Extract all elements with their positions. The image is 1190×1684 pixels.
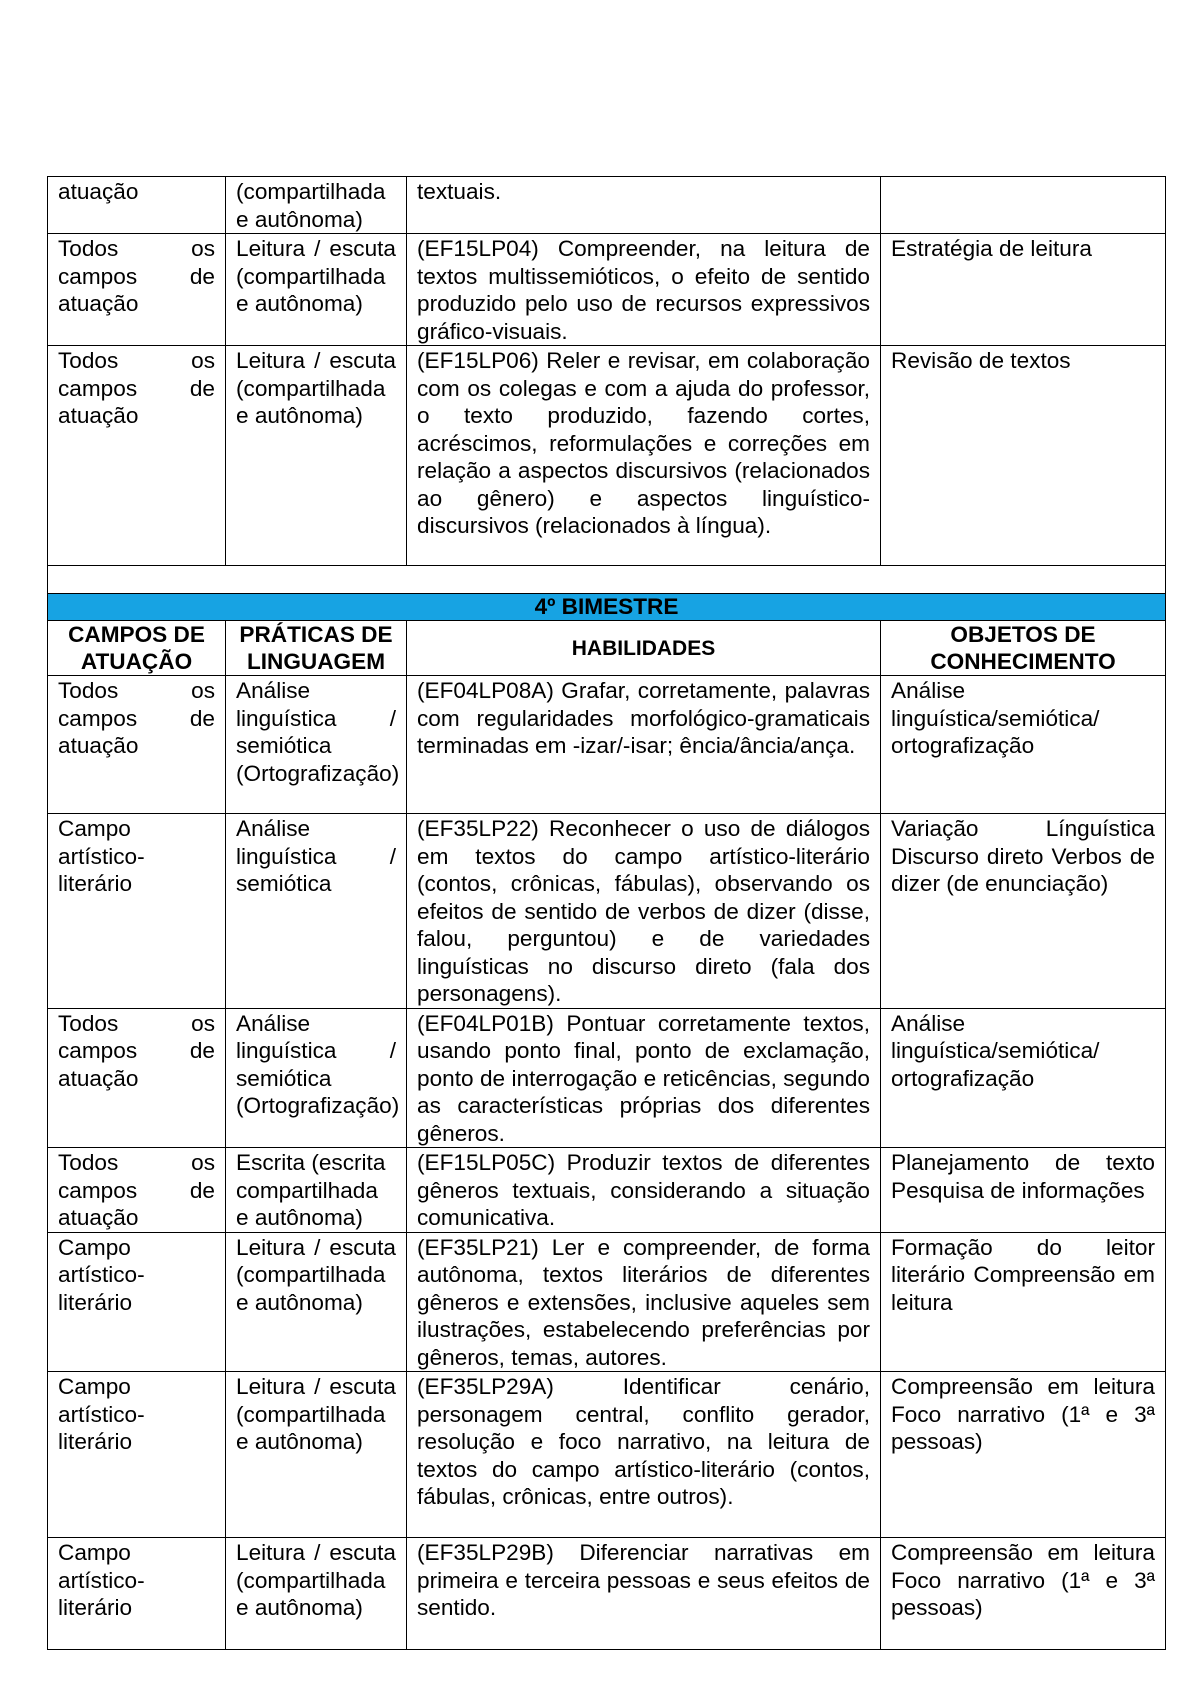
bimestre-row — [48, 594, 1166, 621]
habilidade-cell: (EF35LP29A) Identificar cenário, personagem central, conflito gerador, resolução e foco narrativo, na leitura de textos do campo artístico-literário (contos, fábulas, crônicas, entre outros). — [407, 1372, 881, 1538]
pratica-cell: (compartilhada e autônoma) — [226, 177, 407, 234]
campo-cell: Todos os campos de atuação — [48, 1148, 226, 1233]
objeto-cell: Formação do leitor literário Compreensão em leitura — [881, 1232, 1166, 1372]
header-objetos: OBJETOS DE CONHECIMENTO — [881, 621, 1166, 676]
pratica-cell: Análise linguística / semiótica (Ortografização) — [226, 1008, 407, 1148]
campo-cell: Todos os campos de atuação — [48, 346, 226, 566]
habilidade-cell: (EF04LP01B) Pontuar corretamente textos, usando ponto final, ponto de exclamação, ponto de interrogação e reticências, segundo as características próprias dos diferentes gêneros. — [407, 1008, 881, 1148]
header-campos: CAMPOS DE ATUAÇÃO — [48, 621, 226, 676]
objeto-cell: Revisão de textos — [881, 346, 1166, 566]
campo-cell: Campo artístico-literário — [48, 814, 226, 1009]
habilidade-cell: (EF35LP22) Reconhecer o uso de diálogos em textos do campo artístico-literário (contos, crônicas, fábulas), observando os efeitos de sentido de verbos de dizer (disse, falou, perguntou) e de variedades linguísticas no discurso direto (fala dos personagens). — [407, 814, 881, 1009]
table-row — [48, 1372, 1166, 1538]
pratica-cell: Leitura / escuta (compartilhada e autônoma) — [226, 234, 407, 346]
bimestre-title: 4º BIMESTRE — [48, 594, 1166, 621]
table-row — [48, 346, 1166, 566]
table-row — [48, 1148, 1166, 1233]
objeto-cell: Análise linguística/semiótica/ ortografização — [881, 1008, 1166, 1148]
objeto-cell: Variação Línguística Discurso direto Verbos de dizer (de enunciação) — [881, 814, 1166, 1009]
table-row — [48, 1538, 1166, 1650]
spacer-row — [48, 566, 1166, 594]
header-habilidades: HABILIDADES — [407, 621, 881, 676]
objeto-cell: Estratégia de leitura — [881, 234, 1166, 346]
campo-cell: Todos os campos de atuação — [48, 1008, 226, 1148]
table-row — [48, 676, 1166, 814]
campo-cell: Campo artístico-literário — [48, 1372, 226, 1538]
pratica-cell: Leitura / escuta (compartilhada e autônoma) — [226, 346, 407, 566]
campo-cell: atuação — [48, 177, 226, 234]
campo-cell: Todos os campos de atuação — [48, 676, 226, 814]
table-row — [48, 234, 1166, 346]
habilidade-cell: (EF15LP04) Compreender, na leitura de textos multissemióticos, o efeito de sentido produzido pelo uso de recursos expressivos gráfico-visuais. — [407, 234, 881, 346]
habilidade-cell: (EF15LP05C) Produzir textos de diferentes gêneros textuais, considerando a situação comunicativa. — [407, 1148, 881, 1233]
habilidade-cell: (EF04LP08A) Grafar, corretamente, palavras com regularidades morfológico-gramaticais terminadas em -izar/-isar; ência/ância/ança. — [407, 676, 881, 814]
pratica-cell: Análise linguística / semiótica — [226, 814, 407, 1009]
campo-cell: Campo artístico-literário — [48, 1538, 226, 1650]
objeto-cell: Planejamento de texto Pesquisa de informações — [881, 1148, 1166, 1233]
habilidade-cell: (EF35LP21) Ler e compreender, de forma autônoma, textos literários de diferentes gêneros e extensões, inclusive aqueles sem ilustrações, estabelecendo preferências por gêneros, temas, autores. — [407, 1232, 881, 1372]
curriculum-table — [47, 176, 1166, 1650]
pratica-cell: Leitura / escuta (compartilhada e autônoma) — [226, 1232, 407, 1372]
header-praticas: PRÁTICAS DE LINGUAGEM — [226, 621, 407, 676]
campo-cell: Todos os campos de atuação — [48, 234, 226, 346]
pratica-cell: Análise linguística / semiótica (Ortografização) — [226, 676, 407, 814]
habilidade-cell: textuais. — [407, 177, 881, 234]
pratica-cell: Leitura / escuta (compartilhada e autônoma) — [226, 1372, 407, 1538]
campo-cell: Campo artístico-literário — [48, 1232, 226, 1372]
table-row — [48, 177, 1166, 234]
pratica-cell: Leitura / escuta (compartilhada e autônoma) — [226, 1538, 407, 1650]
objeto-cell: Análise linguística/semiótica/ ortografização — [881, 676, 1166, 814]
objeto-cell: Compreensão em leitura Foco narrativo (1ª e 3ª pessoas) — [881, 1538, 1166, 1650]
table-row — [48, 814, 1166, 1009]
table-row — [48, 1232, 1166, 1372]
habilidade-cell: (EF15LP06) Reler e revisar, em colaboração com os colegas e com a ajuda do professor, o texto produzido, fazendo cortes, acréscimos, reformulações e correções em relação a aspectos discursivos (relacionados ao gênero) e aspectos linguístico- discursivos (relacionados à língua). — [407, 346, 881, 566]
table-row — [48, 1008, 1166, 1148]
objeto-cell — [881, 177, 1166, 234]
habilidade-cell: (EF35LP29B) Diferenciar narrativas em primeira e terceira pessoas e seus efeitos de sentido. — [407, 1538, 881, 1650]
pratica-cell: Escrita (escrita compartilhada e autônoma) — [226, 1148, 407, 1233]
objeto-cell: Compreensão em leitura Foco narrativo (1ª e 3ª pessoas) — [881, 1372, 1166, 1538]
header-row — [48, 621, 1166, 676]
